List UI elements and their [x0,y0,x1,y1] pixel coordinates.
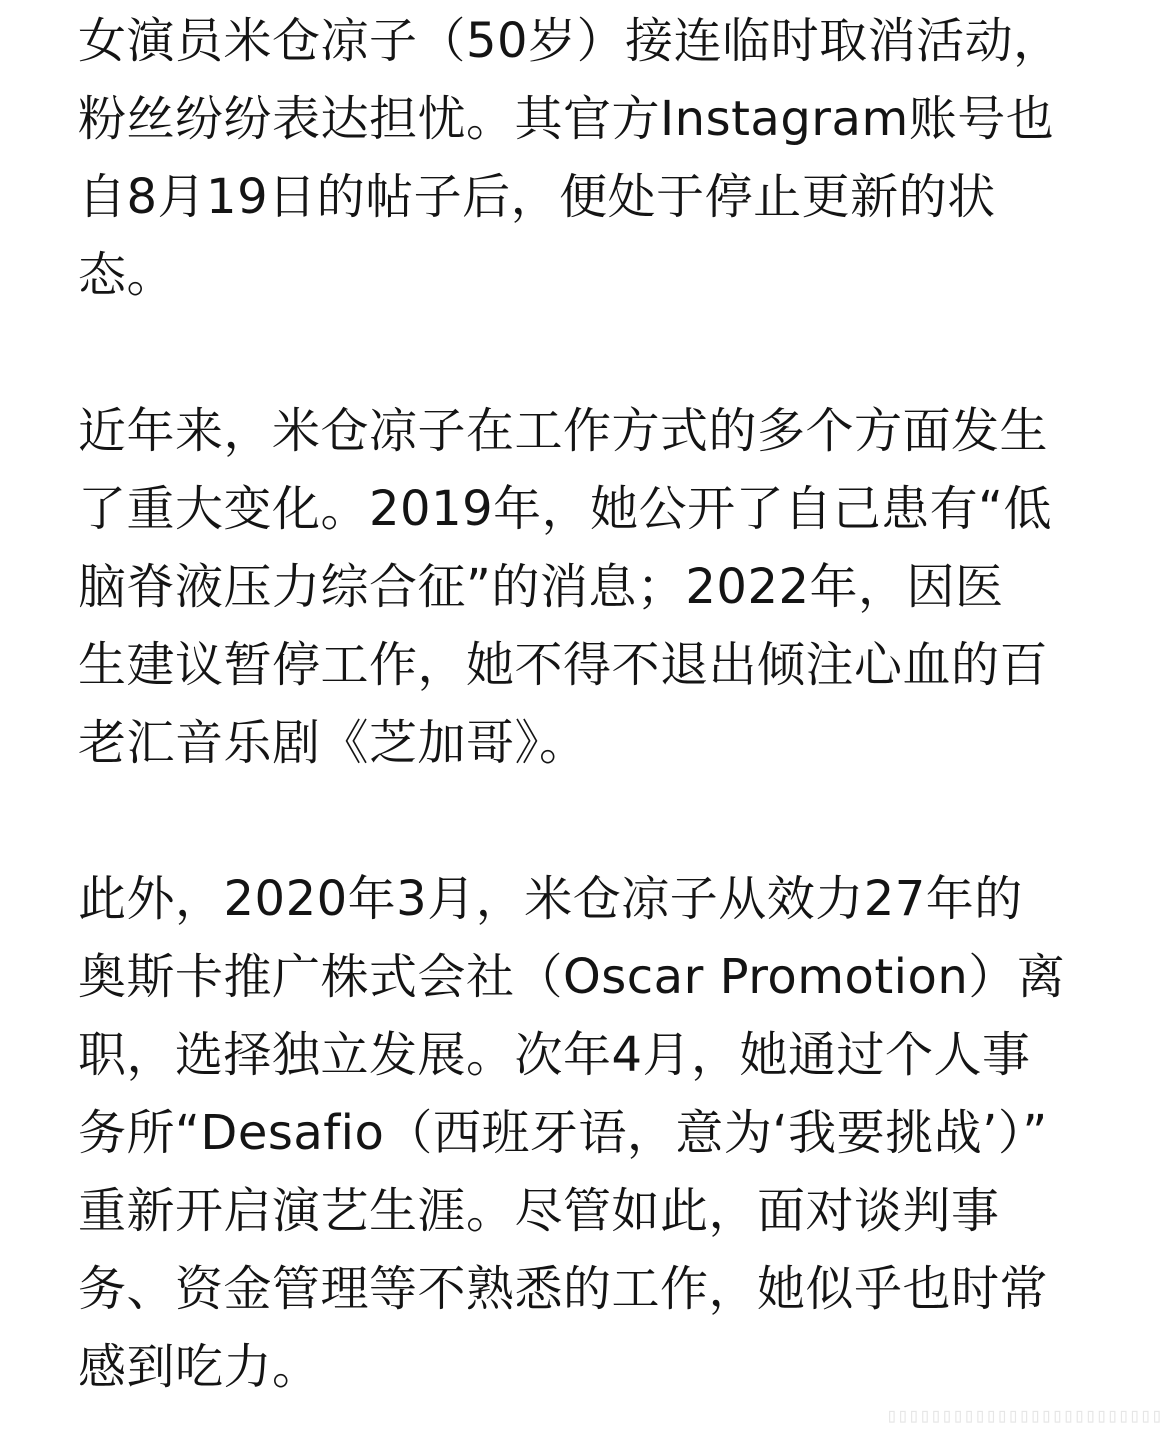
paragraph-spacer [78,782,1108,860]
text-line: 务所“Desafio（西班牙语，意为‘我要挑战’）” [78,1105,1048,1161]
watermark: ▯▯▯▯▯▯▯▯▯▯▯▯▯▯▯▯▯▯▯▯▯▯▯▯▯ [885,1403,1162,1427]
paragraph-3 [78,860,1108,1406]
paragraph-2 [78,392,1108,782]
text-line: 奥斯卡推广株式会社（Oscar Promotion）离 [78,949,1066,1005]
text-line: 重新开启演艺生涯。尽管如此，面对谈判事 [78,1183,1000,1239]
article-body [78,2,1108,1406]
text-line: 自8月19日的帖子后，便处于停止更新的状 [78,169,996,225]
text-line: 职，选择独立发展。次年4月，她通过个人事 [78,1027,1031,1083]
text-line: 感到吃力。 [78,1339,321,1395]
paragraph-spacer [78,314,1108,392]
text-line: 老汇音乐剧《芝加哥》。 [78,715,588,771]
text-line: 女演员米仓凉子（50岁）接连临时取消活动， [78,13,1062,69]
text-line: 此外，2020年3月，米仓凉子从效力27年的 [78,871,1023,927]
text-line: 生建议暂停工作，她不得不退出倾注心血的百 [78,637,1049,693]
text-line: 了重大变化。2019年，她公开了自己患有“低 [78,481,1053,537]
text-line: 脑脊液压力综合征”的消息；2022年，因医 [78,559,1004,615]
text-line: 态。 [78,247,176,303]
text-line: 粉丝纷纷表达担忧。其官方Instagram账号也 [78,91,1055,147]
text-line: 近年来，米仓凉子在工作方式的多个方面发生 [78,403,1049,459]
text-line: 务、资金管理等不熟悉的工作，她似乎也时常 [78,1261,1049,1317]
paragraph-1 [78,2,1108,314]
